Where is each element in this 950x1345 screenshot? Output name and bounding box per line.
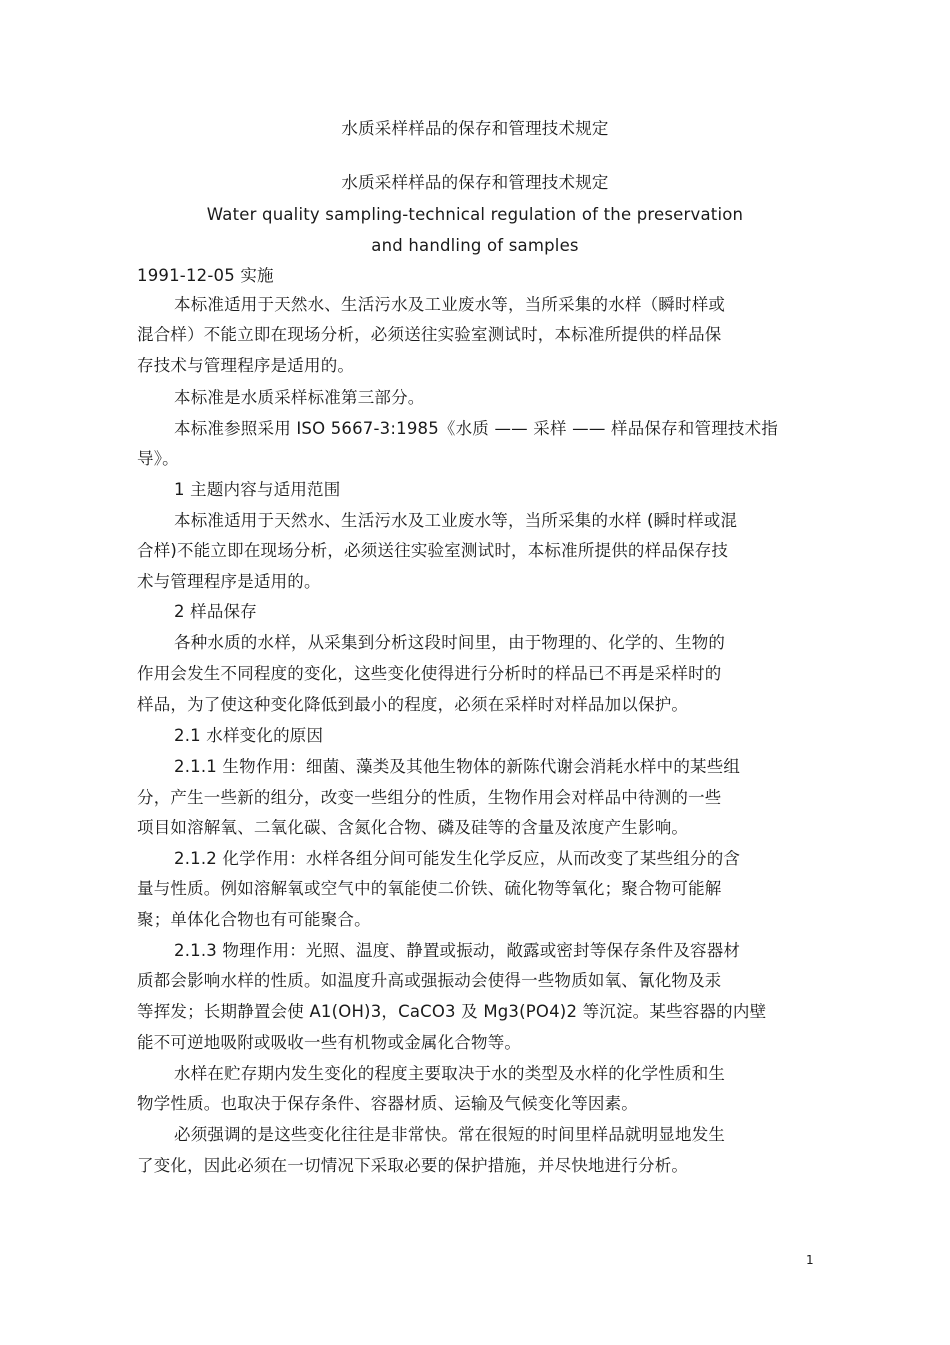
section-2-body-line: 各种水质的水样，从采集到分析这段时间里，由于物理的、化学的、生物的 [174,633,726,652]
title-english-line-2: and handling of samples [371,236,579,255]
biological-action-line: 项目如溶解氧、二氧化碳、含氮化合物、磷及硅等的含量及浓度产生影响。 [137,818,689,837]
chemical-action-line: 量与性质。例如溶解氧或空气中的氧能使二价铁、硫化物等氧化；聚合物可能解 [137,879,722,898]
intro-paragraph-3-line: 导》。 [137,449,179,468]
intro-paragraph-1-line: 混合样）不能立即在现场分析，必须送往实验室测试时，本标准所提供的样品保 [137,325,722,344]
title-english-line-1: Water quality sampling-technical regulation of the preservation [206,205,744,224]
change-extent-line: 物学性质。也取决于保存条件、容器材质、运输及气候变化等因素。 [137,1094,638,1113]
header-title: 水质采样样品的保存和管理技术规定 [341,119,609,138]
physical-action-line: 2.1.3 物理作用：光照、温度、静置或振动，敞露或密封等保存条件及容器材 [174,941,741,960]
intro-paragraph-1-line: 本标准适用于天然水、生活污水及工业废水等，当所采集的水样（瞬时样或 [174,295,726,314]
emphasis-line: 了变化，因此必须在一切情况下采取必要的保护措施，并尽快地进行分析。 [137,1156,689,1175]
intro-paragraph-1-line: 存技术与管理程序是适用的。 [137,356,355,375]
section-1-body-line: 本标准适用于天然水、生活污水及工业废水等，当所采集的水样 (瞬时样或混 [174,511,738,530]
biological-action-line: 2.1.1 生物作用：细菌、藻类及其他生物体的新陈代谢会消耗水样中的某些组 [174,757,741,776]
biological-action-line: 分，产生一些新的组分，改变一些组分的性质，生物作用会对样品中待测的一些 [137,788,722,807]
section-1-heading: 1 主题内容与适用范围 [174,480,341,499]
chemical-action-line: 2.1.2 化学作用：水样各组分间可能发生化学反应，从而改变了某些组分的含 [174,849,741,868]
emphasis-line: 必须强调的是这些变化往往是非常快。常在很短的时间里样品就明显地发生 [174,1125,726,1144]
section-1-body-line: 术与管理程序是适用的。 [137,572,321,591]
section-2-heading: 2 样品保存 [174,602,257,621]
chemical-action-line: 聚；单体化合物也有可能聚合。 [137,910,371,929]
page-number: 1 [806,1253,814,1267]
physical-action-line: 等挥发；长期静置会使 A1(OH)3，CaCO3 及 Mg3(PO4)2 等沉淀。某些容器的内壁 [137,1002,767,1021]
section-2-1-heading: 2.1 水样变化的原因 [174,726,324,745]
intro-paragraph-2: 本标准是水质采样标准第三部分。 [174,388,425,407]
effective-date: 1991-12-05 实施 [137,266,274,285]
title-chinese: 水质采样样品的保存和管理技术规定 [341,173,609,192]
section-2-body-line: 作用会发生不同程度的变化，这些变化使得进行分析时的样品已不再是采样时的 [137,664,722,683]
intro-paragraph-3-line: 本标准参照采用 ISO 5667-3:1985《水质 —— 采样 —— 样品保存和管理技术指 [174,419,778,438]
physical-action-line: 质都会影响水样的性质。如温度升高或强振动会使得一些物质如氧、氰化物及汞 [137,971,722,990]
change-extent-line: 水样在贮存期内发生变化的程度主要取决于水的类型及水样的化学性质和生 [174,1064,726,1083]
physical-action-line: 能不可逆地吸附或吸收一些有机物或金属化合物等。 [137,1033,522,1052]
section-2-body-line: 样品，为了使这种变化降低到最小的程度，必须在采样时对样品加以保护。 [137,695,689,714]
section-1-body-line: 合样)不能立即在现场分析，必须送往实验室测试时，本标准所提供的样品保存技 [137,541,729,560]
